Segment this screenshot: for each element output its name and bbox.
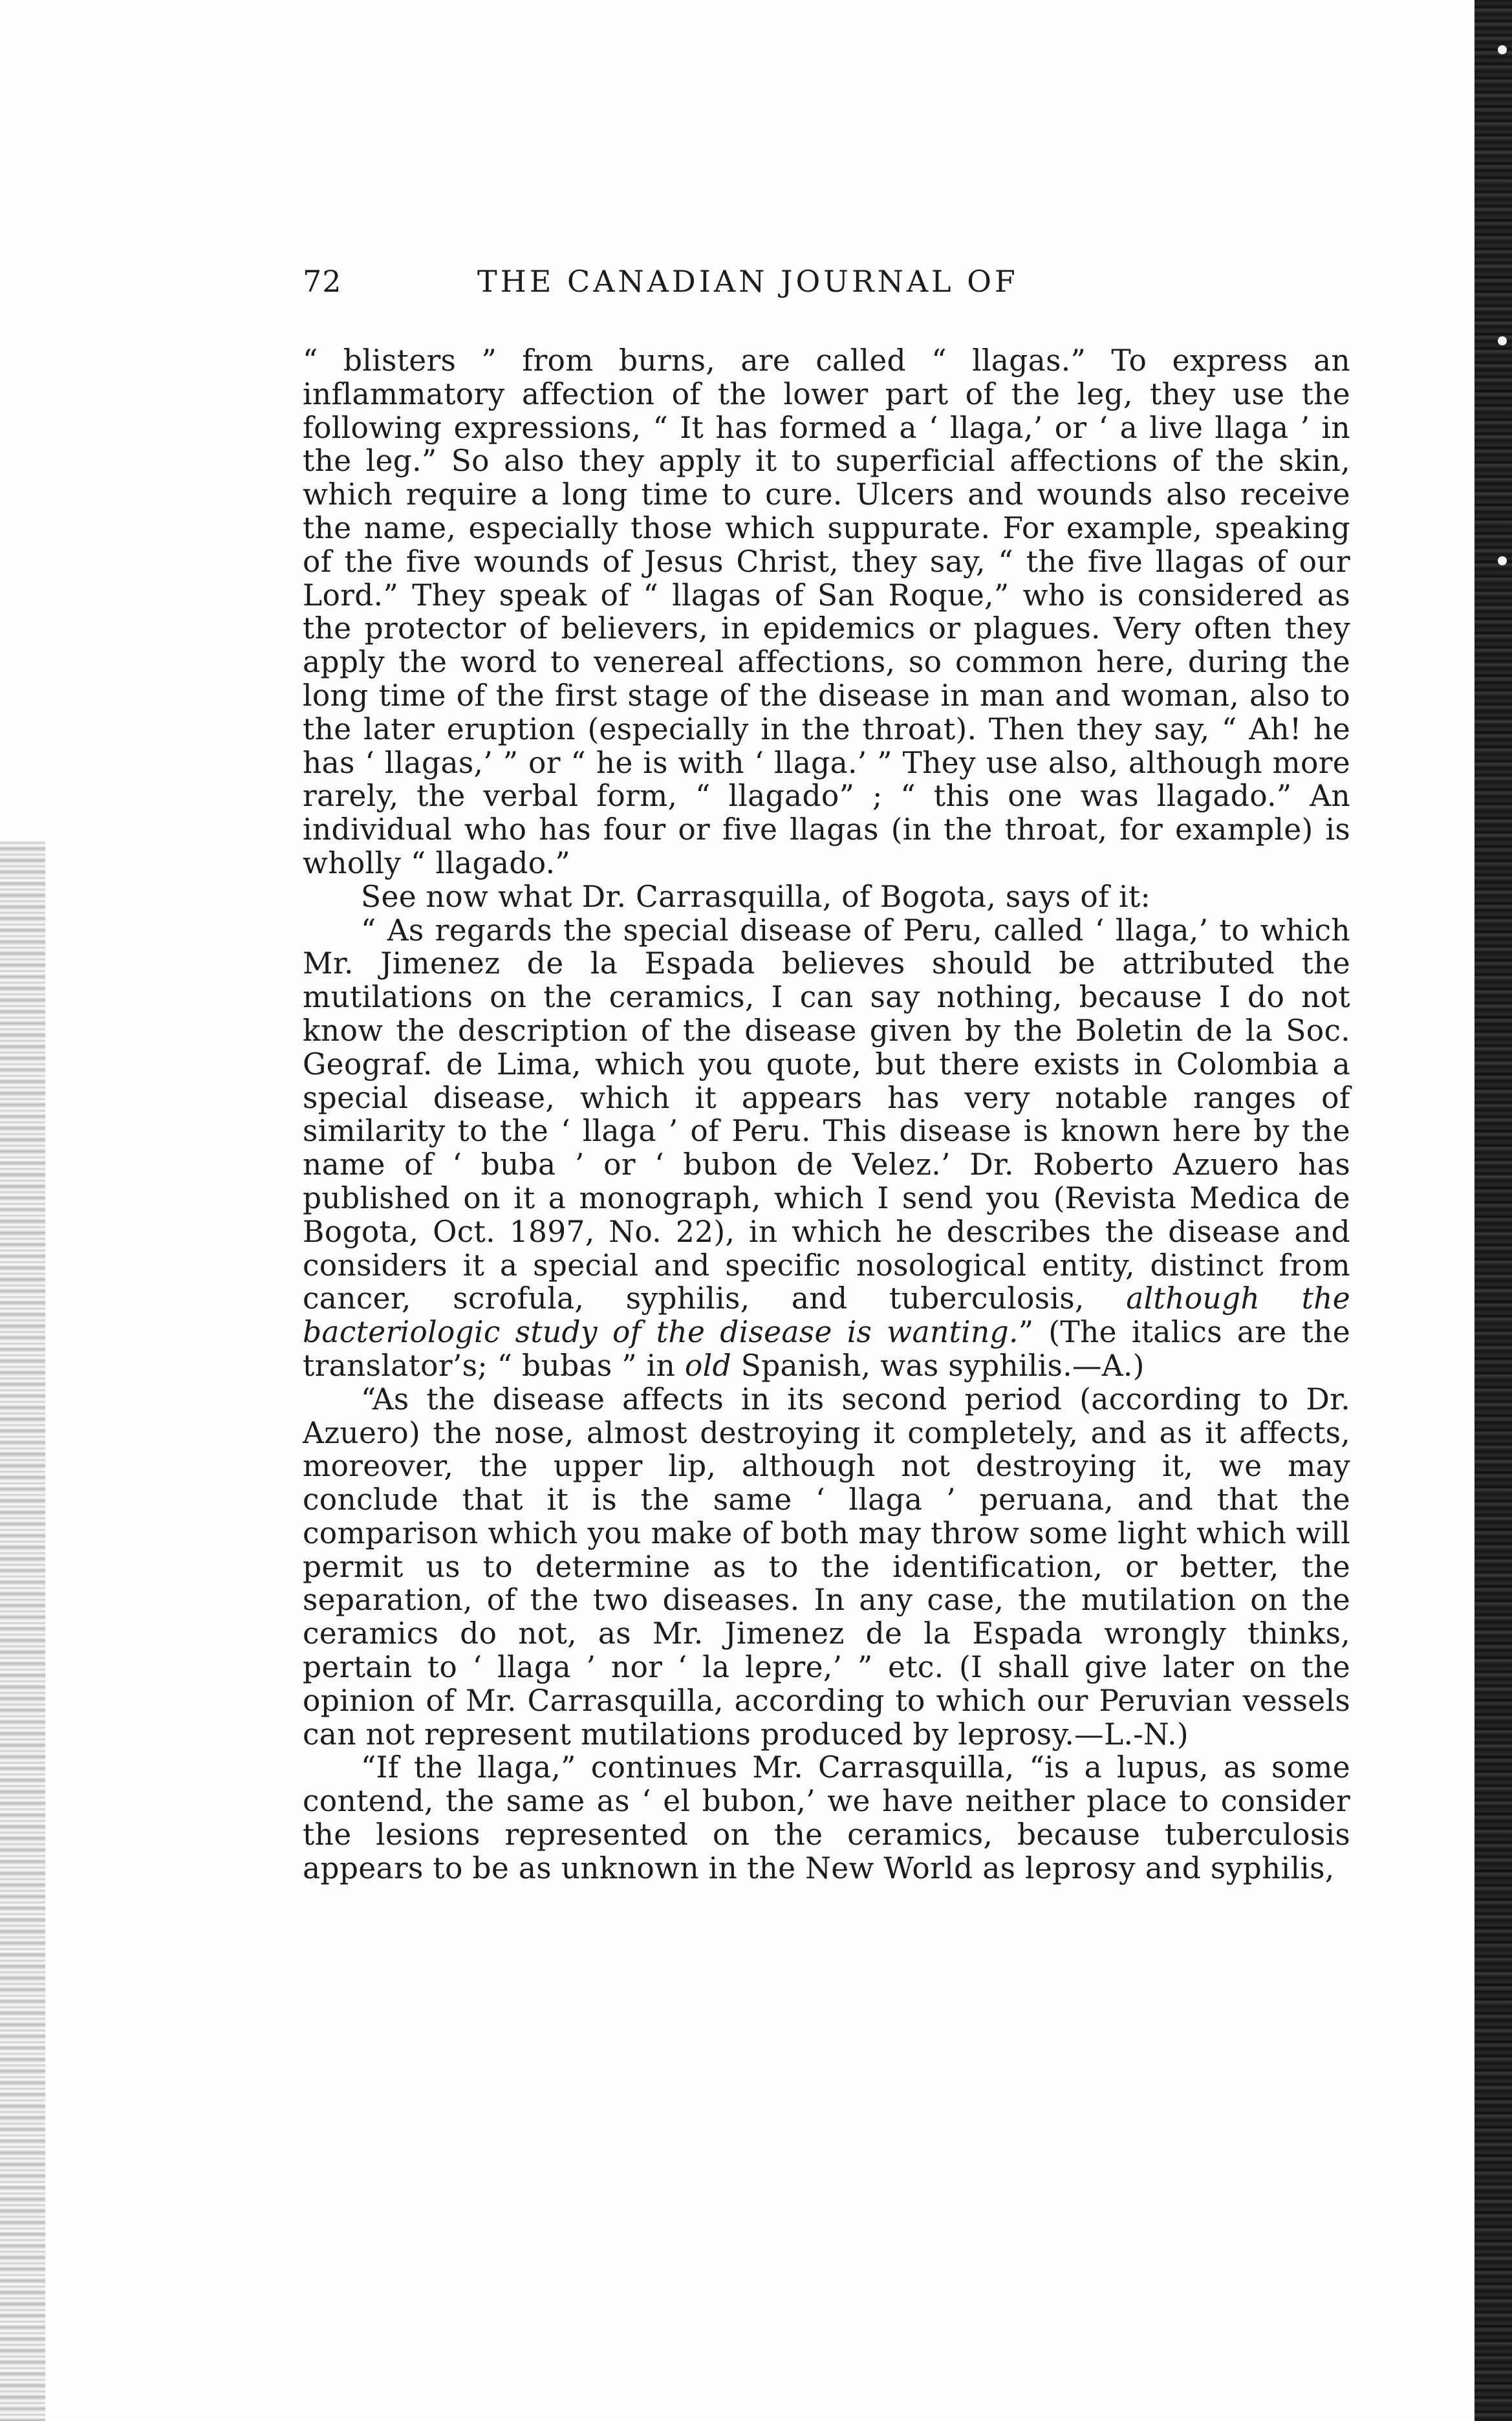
journal-title: THE CANADIAN JOURNAL OF	[477, 264, 1019, 299]
binding-edge-left	[0, 841, 45, 2421]
paragraph-text: See now what Dr. Carrasquilla, of Bogota, says of it:	[361, 879, 1151, 914]
binding-notch	[1498, 336, 1507, 345]
paragraph-text: “ blisters ” from burns, are called “ llagas.” To express an inflammatory affection of the lower part of the leg, they use the following expressions, “ It has formed a ‘ llaga,’ or ‘ a live llaga ’ in the leg.” So also they apply it to superficial affections of the skin, which require a long time to cure. Ulcers and wounds also receive the name, especially those which suppurate. For example, speaking of the five wounds of Jesus Christ, they say, “ the five llagas of our Lord.” They speak of “ llagas of San Roque,” who is considered as the protector of believers, in epidemics or plagues. Very often they apply the word to venereal affections, so common here, during the long time of the first stage of the disease in man and woman, also to the later eruption (especially in the throat). Then they say, “ Ah! he has ‘ llagas,’ ” or “ he is with ‘ llaga.’ ” They use also, although more rarely, the verbal form, “ llagado” ; “ this one was llagado.” An individual who has four or five llagas (in the throat, for example) is wholly “ llagado.”	[303, 343, 1350, 880]
paragraph	[303, 344, 1350, 880]
paragraph	[303, 1751, 1350, 1885]
paragraph-text: “As the disease affects in its second period (according to Dr. Azuero) the nose, almost destroying it completely, and as it affects, moreover, the upper lip, although not destroying it, we may conclude that it is the same ‘ llaga ’ peruana, and that the comparison which you make of both may throw some light which will permit us to determine as to the identification, or better, the separation, of the two diseases. In any case, the mutilation on the ceramics do not, as Mr. Jimenez de la Espada wrongly thinks, pertain to ‘ llaga ’ nor ‘ la lepre,’ ” etc. (I shall give later on the opinion of Mr. Carrasquilla, according to which our Peruvian vessels can not represent mutilations produced by leprosy.—L.-N.)	[303, 1382, 1350, 1752]
binding-notch	[1498, 45, 1507, 54]
italic-text: old	[684, 1348, 731, 1383]
paragraph	[303, 1383, 1350, 1752]
paragraph	[303, 880, 1350, 914]
body-text	[303, 344, 1350, 1885]
paragraph-text: “ As regards the special disease of Peru, called ‘ llaga,’ to which Mr. Jimenez de la Espada believes should be attributed the mutilations on the ceramics, I can say nothing, because I do not know the description of the disease given by the Boletin de la Soc. Geograf. de Lima, which you quote, but there exists in Colombia a special disease, which it appears has very notable ranges of similarity to the ‘ llaga ’ of Peru. This disease is known here by the name of ‘ buba ’ or ‘ bubon de Velez.’ Dr. Roberto Azuero has published on it a monograph, which I send you (Revista Medica de Bogota, Oct. 1897, No. 22), in which he describes the disease and considers it a special and specific nosological entity, distinct from cancer, scrofula, syphilis, and tuberculosis,	[303, 913, 1350, 1316]
paragraph-text: Spanish, was syphilis.—A.)	[731, 1348, 1145, 1383]
paragraph-text: ” (The italics are the translator’s; “ bubas ” in	[303, 1315, 1351, 1383]
binding-edge-right	[1474, 0, 1512, 2421]
italic-text: although the bacteriologic study of the disease is wanting.	[303, 1281, 1350, 1350]
page-number: 72	[303, 264, 342, 299]
running-head	[303, 264, 1350, 303]
paragraph-text: “If the llaga,” continues Mr. Carrasquilla, “is a lupus, as some contend, the same as ‘ el bubon,’ we have neither place to consider the lesions represented on the ceramics, because tuberculosis appears to be as unknown in the New World as leprosy and syphilis,	[303, 1750, 1350, 1885]
paragraph	[303, 914, 1350, 1383]
binding-notch	[1498, 556, 1507, 565]
